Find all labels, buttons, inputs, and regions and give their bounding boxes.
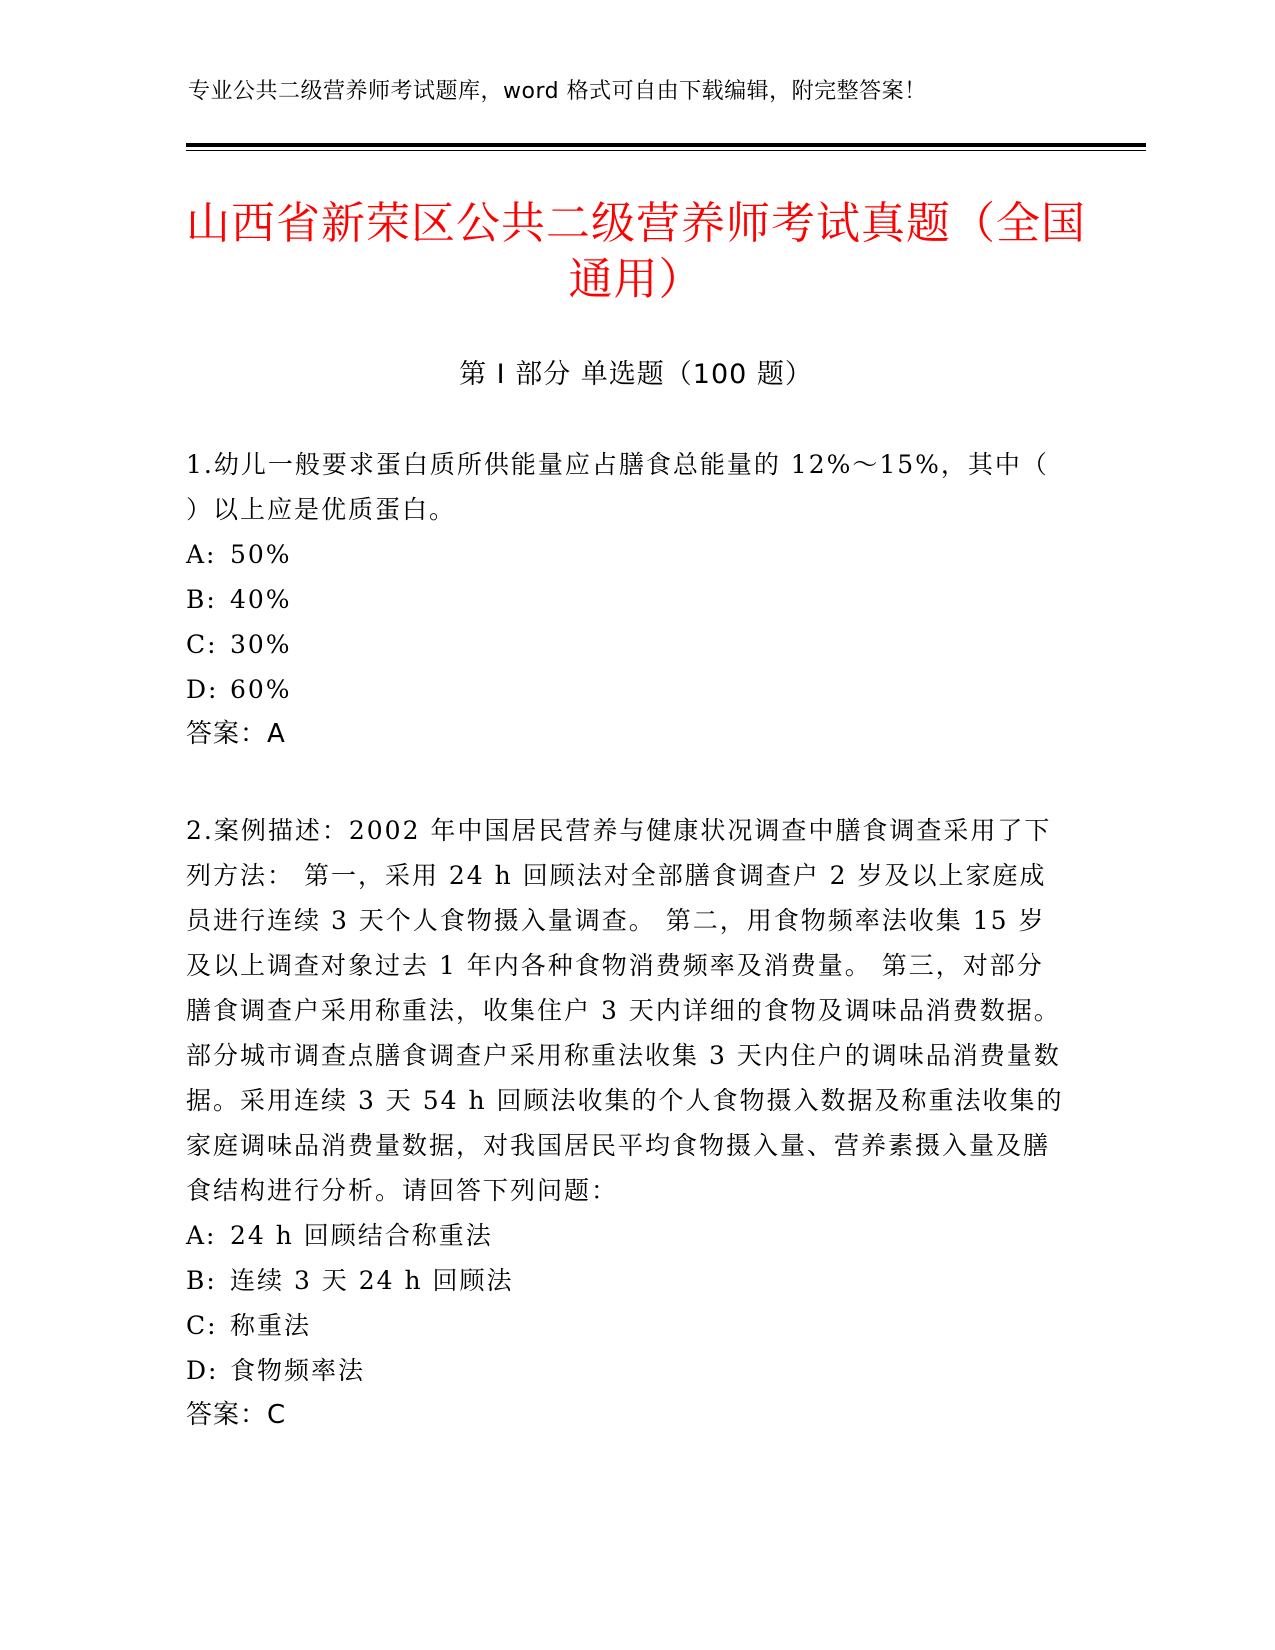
question-1 <box>186 442 1066 757</box>
header-divider-thin <box>186 150 1146 151</box>
answer-line: 答案：A <box>186 719 286 749</box>
answer-line: 答案：C <box>186 1400 287 1430</box>
option-letter: C: <box>186 1311 218 1340</box>
option-b <box>186 1258 1066 1303</box>
option-a <box>186 532 1066 577</box>
option-text: 60% <box>230 675 292 704</box>
option-text: 食物频率法 <box>230 1356 366 1385</box>
question-stem: 1.幼儿一般要求蛋白质所供能量应占膳食总能量的 12%～15%，其中（ ）以上应是优质蛋白。 <box>186 450 1049 524</box>
question-2 <box>186 808 1066 1438</box>
option-d <box>186 667 1066 712</box>
option-letter: B: <box>186 585 217 614</box>
document-title: 山西省新荣区公共二级营养师考试真题（全国通用） <box>186 198 1086 305</box>
option-letter: A: <box>186 1221 217 1250</box>
option-letter: D: <box>186 1356 219 1385</box>
option-a <box>186 1213 1066 1258</box>
option-letter: C: <box>186 630 218 659</box>
option-d <box>186 1348 1066 1393</box>
option-text: 30% <box>230 630 292 659</box>
question-stem: 2.案例描述：2002 年中国居民营养与健康状况调查中膳食调查采用了下列方法： 第一，采用 24 h 回顾法对全部膳食调查户 2 岁及以上家庭成员进行连续 3 天个人食物摄入量调查。 第二，用食物频率法收集 15 岁及以上调查对象过去 1 年内各种食物消费频率及消费量。 第三，对部分膳食调查户采用称重法，收集住户 3 天内详细的食物及调味品消费数据。 部分城市调查点膳食调查户采用称重法收集 3 天内住户的调味品消费量数据。采用连续 3 天 54 h 回顾法收集的个人食物摄入数据及称重法收集的家庭调味品消费量数据，对我国居民平均食物摄入量、营养素摄入量及膳食结构进行分析。请回答下列问题： <box>186 816 1064 1205</box>
option-c <box>186 622 1066 667</box>
option-b <box>186 577 1066 622</box>
section-title: 第 I 部分 单选题（100 题） <box>459 359 813 390</box>
option-text: 称重法 <box>230 1311 312 1340</box>
option-c <box>186 1303 1066 1348</box>
header-note: 专业公共二级营养师考试题库，word 格式可自由下载编辑，附完整答案！ <box>188 79 927 104</box>
option-letter: A: <box>186 540 217 569</box>
option-letter: D: <box>186 675 219 704</box>
option-text: 24 h 回顾结合称重法 <box>230 1221 493 1250</box>
option-letter: B: <box>186 1266 217 1295</box>
header-divider-thick <box>186 143 1146 147</box>
option-text: 40% <box>230 585 292 614</box>
option-text: 连续 3 天 24 h 回顾法 <box>230 1266 514 1295</box>
option-text: 50% <box>230 540 292 569</box>
